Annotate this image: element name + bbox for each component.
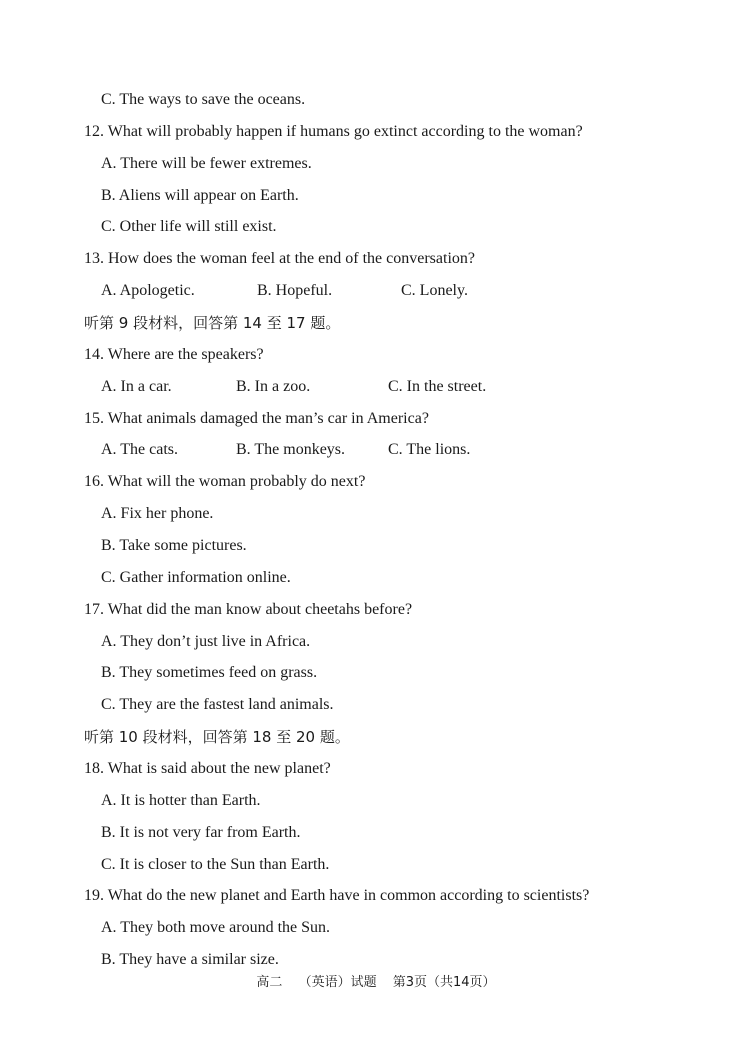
option-17b: B. They sometimes feed on grass.	[101, 664, 318, 681]
footer-subject: （英语）试题	[298, 975, 377, 990]
option-17a: A. They don’t just live in Africa.	[101, 633, 311, 650]
option-15c: C. The lions.	[388, 441, 471, 458]
question-12: 12. What will probably happen if humans go extinct according to the woman?	[84, 123, 583, 140]
option-12c: C. Other life will still exist.	[101, 218, 277, 235]
question-17: 17. What did the man know about cheetahs before?	[84, 601, 413, 618]
option-15b: B. The monkeys.	[236, 441, 346, 458]
question-13: 13. How does the woman feel at the end of the conversation?	[84, 250, 475, 267]
question-16: 16. What will the woman probably do next?	[84, 473, 366, 490]
section-heading-10: 听第 10 段材料，回答第 18 至 20 题。	[84, 728, 350, 746]
option-19b: B. They have a similar size.	[101, 951, 279, 968]
question-18: 18. What is said about the new planet?	[84, 760, 331, 777]
option-16a: A. Fix her phone.	[101, 505, 214, 522]
option-13c: C. Lonely.	[401, 282, 468, 299]
option-11c: C. The ways to save the oceans.	[101, 91, 306, 108]
option-14a: A. In a car.	[101, 378, 172, 395]
question-19: 19. What do the new planet and Earth have in common according to scientists?	[84, 887, 590, 904]
option-16b: B. Take some pictures.	[101, 537, 247, 554]
option-15a: A. The cats.	[101, 441, 179, 458]
section-heading-9: 听第 9 段材料，回答第 14 至 17 题。	[84, 314, 341, 332]
page-footer	[0, 974, 752, 992]
option-14b: B. In a zoo.	[236, 378, 311, 395]
question-14: 14. Where are the speakers?	[84, 346, 264, 363]
question-15: 15. What animals damaged the man’s car in America?	[84, 410, 429, 427]
option-14c: C. In the street.	[388, 378, 487, 395]
option-18c: C. It is closer to the Sun than Earth.	[101, 856, 330, 873]
option-19a: A. They both move around the Sun.	[101, 919, 331, 936]
footer-page-number: 第3页（共14页）	[392, 975, 496, 990]
option-12b: B. Aliens will appear on Earth.	[101, 187, 299, 204]
footer-grade: 高二	[256, 975, 283, 990]
option-16c: C. Gather information online.	[101, 569, 291, 586]
option-17c: C. They are the fastest land animals.	[101, 696, 334, 713]
option-18a: A. It is hotter than Earth.	[101, 792, 261, 809]
option-13a: A. Apologetic.	[101, 282, 195, 299]
option-12a: A. There will be fewer extremes.	[101, 155, 312, 172]
option-13b: B. Hopeful.	[257, 282, 333, 299]
option-18b: B. It is not very far from Earth.	[101, 824, 301, 841]
